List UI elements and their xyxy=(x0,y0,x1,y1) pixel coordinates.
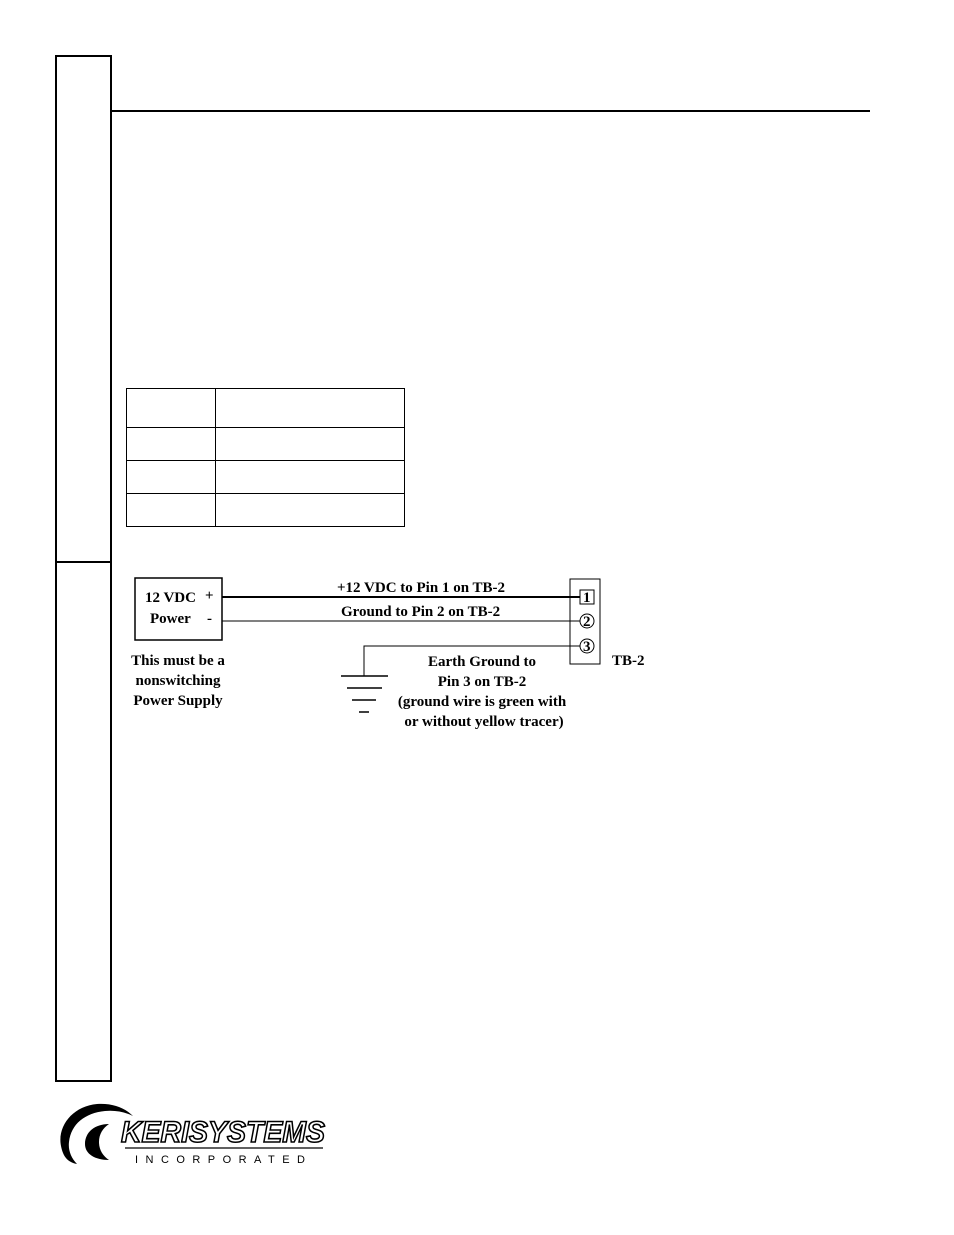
supply-note-line1: This must be a xyxy=(131,653,225,669)
supply-label-line2: Power xyxy=(150,611,191,627)
terminal-label: TB-2 xyxy=(612,653,645,669)
pin-3-label: 3 xyxy=(583,639,591,655)
supply-label-line1: 12 VDC xyxy=(145,590,196,606)
wire1-label: +12 VDC to Pin 1 on TB-2 xyxy=(337,580,506,596)
wire2-label: Ground to Pin 2 on TB-2 xyxy=(341,604,501,620)
earth-note-line3: (ground wire is green with xyxy=(397,694,567,710)
earth-note-line1: Earth Ground to xyxy=(427,654,537,670)
logo-sub-text: INCORPORATED xyxy=(135,1154,305,1166)
supply-note-line3: Power Supply xyxy=(133,693,223,709)
earth-note-line4: or without yellow tracer) xyxy=(404,714,564,730)
plus-sign: + xyxy=(205,588,214,604)
earth-note-line2: Pin 3 on TB-2 xyxy=(437,674,527,690)
pin-2-label: 2 xyxy=(583,614,591,630)
earth-ground-icon xyxy=(341,676,388,712)
keri-systems-logo xyxy=(55,1098,335,1178)
logo-brand-text: KERISYSTEMS xyxy=(121,1116,325,1149)
supply-note-line2: nonswitching xyxy=(135,673,221,689)
pin-1-label: 1 xyxy=(583,590,591,606)
minus-sign: - xyxy=(207,611,212,627)
